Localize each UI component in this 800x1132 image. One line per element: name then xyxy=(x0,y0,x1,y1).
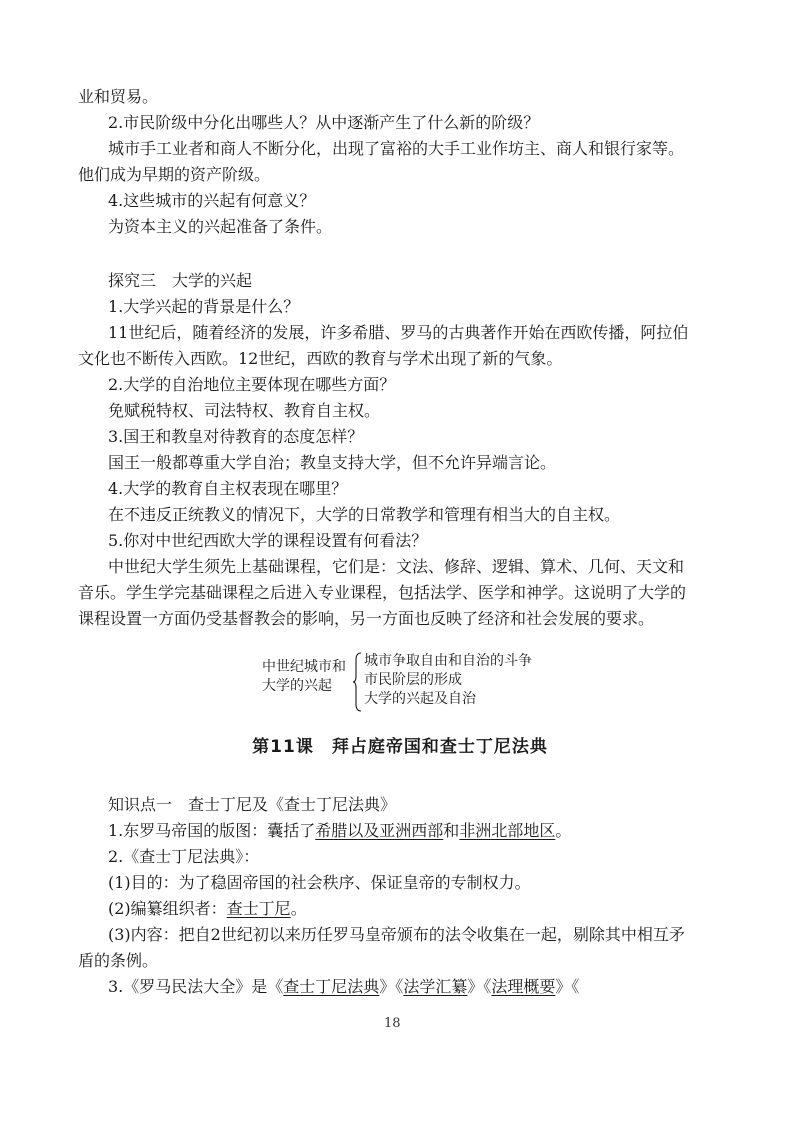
explore-answer-1-line-2: 文化也不断传入西欧。12世纪，西欧的教育与学术出现了新的气象。 xyxy=(78,349,563,368)
summary-item: 大学的兴起及自治 xyxy=(364,691,476,707)
explore-question-2: 2.大学的自治地位主要体现在哪些方面？ xyxy=(108,375,396,394)
answer-blank: 法理概要 xyxy=(491,977,556,996)
explore-answer-4: 在不违反正统教义的情况下，大学的日常教学和管理有相当大的自主权。 xyxy=(108,505,621,524)
lesson-line-1 xyxy=(108,818,571,844)
summary-topic xyxy=(262,658,354,696)
text-line: 业和贸易。 xyxy=(78,87,159,106)
summary-topic-line-2: 大学的兴起 xyxy=(262,678,332,694)
explore-answer-5-line-1: 中世纪大学生须先上基础课程，它们是：文法、修辞、逻辑、算术、几何、天文和 xyxy=(108,557,685,576)
explore-answer-1-line-1: 11世纪后，随着经济的发展，许多希腊、罗马的古典著作开始在西欧传播，阿拉伯 xyxy=(108,323,689,342)
lesson-line-2-2-prefix: (2)编纂组织者： xyxy=(108,899,227,918)
lesson-line-1-prefix: 1.东罗马帝国的版图：囊括了 xyxy=(108,821,316,840)
page-number: 18 xyxy=(384,1016,401,1031)
lesson-line-1-connector: 和 xyxy=(443,821,460,840)
lesson-line-2-2 xyxy=(108,896,307,922)
lesson-line-3 xyxy=(108,974,579,1000)
lesson-line-3-prefix: 3.《罗马民法大全》是《 xyxy=(108,977,284,996)
explore-question-5: 5.你对中世纪西欧大学的课程设置有何看法？ xyxy=(108,531,428,550)
lesson-line-2-3-b: 盾的条例。 xyxy=(78,951,159,970)
lesson-line-2-1: (1)目的：为了稳固帝国的社会秩序、保证皇帝的专制权力。 xyxy=(108,873,531,892)
answer-blank: 法学汇纂 xyxy=(403,977,468,996)
question-4: 4.这些城市的兴起有何意义？ xyxy=(108,191,316,210)
question-2: 2.市民阶级中分化出哪些人？从中逐渐产生了什么新的阶级？ xyxy=(108,113,540,132)
summary-item: 市民阶层的形成 xyxy=(364,672,462,688)
section-heading: 探究三 大学的兴起 xyxy=(108,271,253,290)
answer-blank: 希腊以及亚洲西部 xyxy=(315,821,444,840)
summary-items xyxy=(364,652,532,709)
answer-blank: 查士丁尼 xyxy=(226,899,291,918)
explore-question-3: 3.国王和教皇对待教育的态度怎样？ xyxy=(108,427,364,446)
summary-topic-line-1: 中世纪城市和 xyxy=(262,659,346,675)
separator: 》《 xyxy=(379,977,404,996)
answer-2-line-1: 城市手工业者和商人不断分化，出现了富裕的大手工业作坊主、商人和银行家等。 xyxy=(108,139,685,158)
punctuation: 。 xyxy=(555,821,572,840)
lesson-line-2-3-a: (3)内容：把自2世纪初以来历任罗马皇帝颁布的法令收集在一起，剔除其中相互矛 xyxy=(108,925,685,944)
lesson-title: 第11课 拜占庭帝国和查士丁尼法典 xyxy=(252,737,548,757)
separator: 》《 xyxy=(467,977,492,996)
summary-item: 城市争取自由和自治的斗争 xyxy=(364,653,532,669)
explore-question-1: 1.大学兴起的背景是什么？ xyxy=(108,297,300,316)
answer-4: 为资本主义的兴起准备了条件。 xyxy=(108,217,333,236)
answer-2-line-2: 他们成为早期的资产阶级。 xyxy=(78,165,271,184)
lesson-line-2: 2.《查士丁尼法典》： xyxy=(108,847,260,866)
brace-icon xyxy=(352,652,362,712)
punctuation: 。 xyxy=(290,899,307,918)
explore-answer-2: 免赋税特权、司法特权、教育自主权。 xyxy=(108,401,381,420)
separator: 》《 xyxy=(555,977,580,996)
explore-answer-3: 国王一般都尊重大学自治；教皇支持大学，但不允许异端言论。 xyxy=(108,453,557,472)
explore-answer-5-line-3: 课程设置一方面仍受基督教会的影响，另一方面也反映了经济和社会发展的要求。 xyxy=(78,609,655,628)
explore-answer-5-line-2: 音乐。学生学完基础课程之后进入专业课程，包括法学、医学和神学。这说明了大学的 xyxy=(78,583,687,602)
answer-blank: 查士丁尼法典 xyxy=(283,977,380,996)
explore-question-4: 4.大学的教育自主权表现在哪里？ xyxy=(108,479,348,498)
answer-blank: 非洲北部地区 xyxy=(459,821,556,840)
knowledge-point-heading: 知识点一 查士丁尼及《查士丁尼法典》 xyxy=(108,795,397,814)
